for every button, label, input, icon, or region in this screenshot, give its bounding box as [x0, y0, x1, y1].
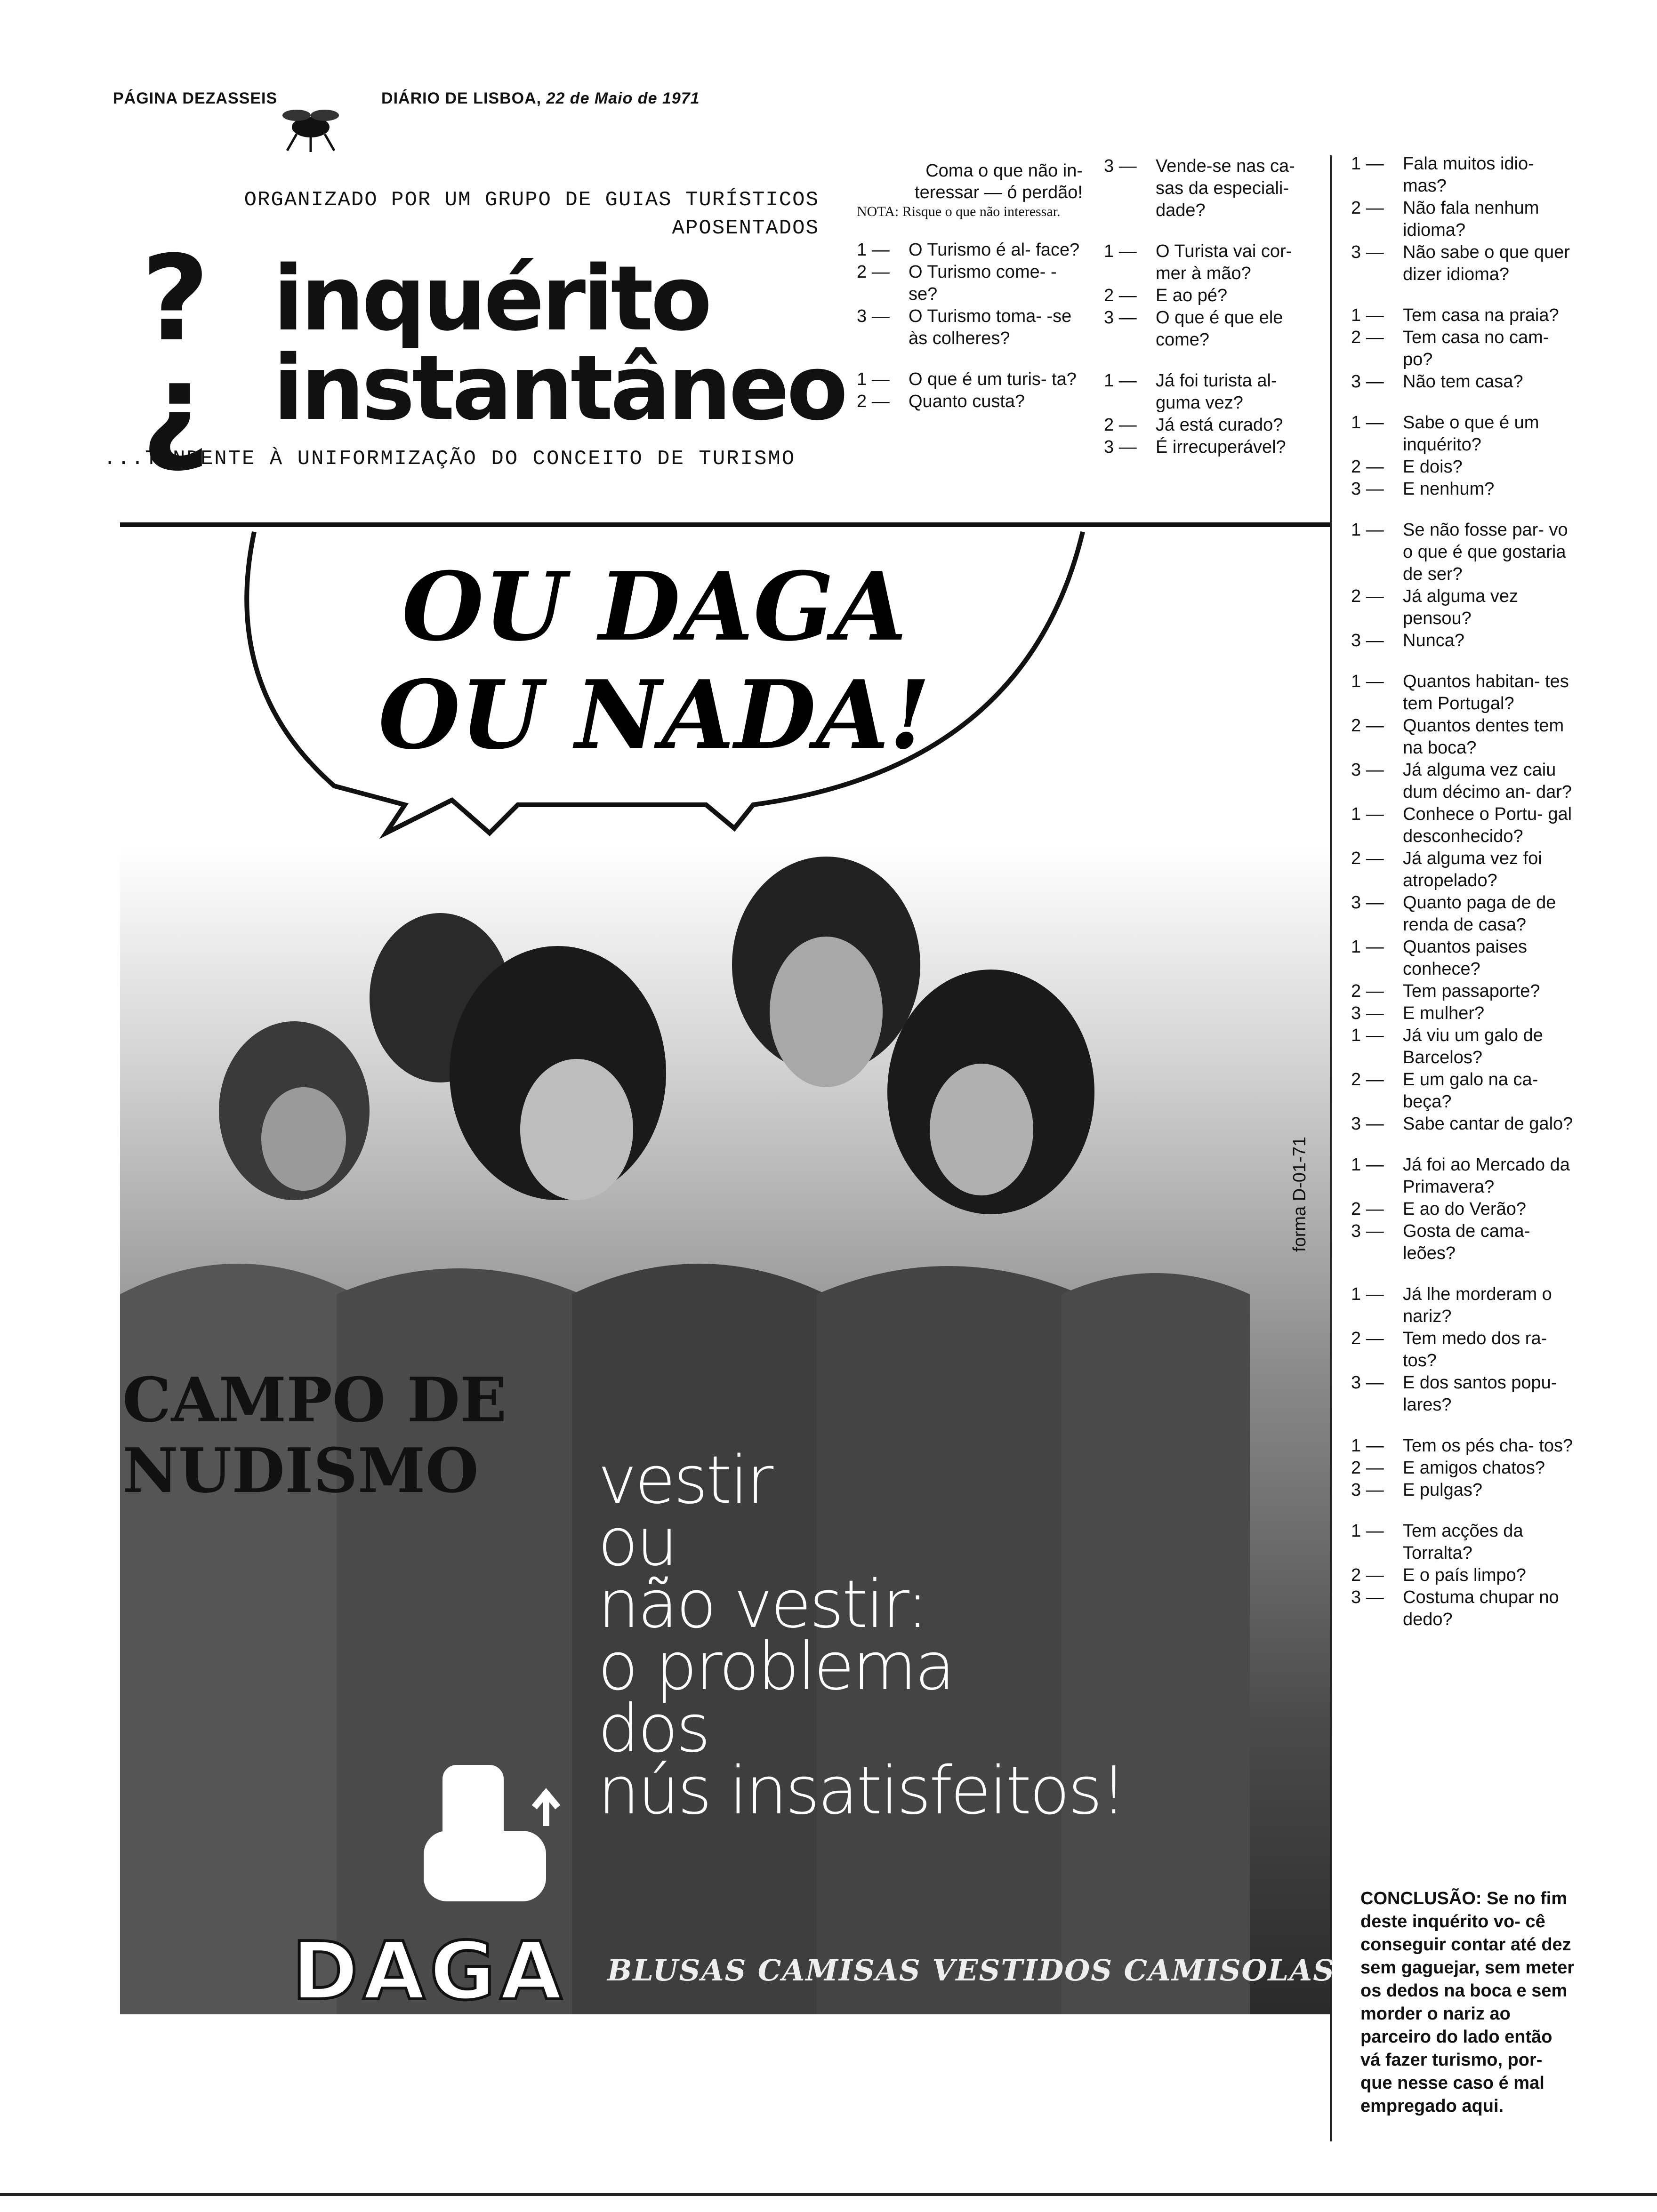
newspaper-name: DIÁRIO DE LISBOA, [381, 89, 542, 107]
page-label: PÁGINA DEZASSEIS [113, 89, 278, 107]
question-number: 1 — [857, 369, 890, 389]
question-text: É irrecuperável? [1156, 437, 1286, 457]
slogan-line: nús insatisfeitos! [598, 1753, 1125, 1829]
question-number: 2 — [1351, 457, 1384, 477]
question-text: Tem medo dos ra- tos? [1403, 1329, 1547, 1370]
question-number: 1 — [1351, 1284, 1384, 1304]
question-text: E dois? [1403, 457, 1463, 477]
organizado-line [221, 186, 819, 242]
question-number: 1 — [1351, 1436, 1384, 1456]
question-item [1351, 1198, 1577, 1220]
headline-line-2: OU NADA! [378, 660, 931, 770]
question-number: 2 — [857, 392, 890, 411]
question-number: 2 — [1351, 1329, 1384, 1348]
question-text: Não sabe o que quer dizer idioma? [1403, 242, 1570, 284]
title-line-2: instantâneo [273, 336, 845, 440]
question-item [1351, 327, 1577, 371]
page-title [273, 247, 845, 440]
question-text: Nunca? [1403, 631, 1464, 650]
question-group [1351, 1283, 1577, 1416]
question-text: E nenhum? [1403, 479, 1495, 499]
question-item [857, 305, 1083, 350]
campo-line-1: CAMPO DE [122, 1364, 507, 1436]
question-text: E amigos chatos? [1403, 1458, 1545, 1478]
question-number: 2 — [1351, 328, 1384, 347]
question-text: Tem passaporte? [1403, 981, 1540, 1001]
subtitle: ...TENDENTE À UNIFORMIZAÇÃO DO CONCEITO DE TURISMO [104, 447, 796, 471]
bottom-rule [0, 2193, 1657, 2196]
campo-sign [122, 1365, 507, 1506]
question-text: Não fala nenhum idioma? [1403, 198, 1539, 240]
question-number: 2 — [1351, 981, 1384, 1001]
question-item [1351, 1520, 1577, 1564]
question-item [1351, 1220, 1577, 1265]
question-item [1351, 759, 1577, 803]
question-group [1351, 1435, 1577, 1501]
question-text: Conhece o Portu- gal desconhecido? [1403, 804, 1572, 846]
question-text: O Turismo come- -se? [909, 262, 1057, 304]
question-number: 1 — [1351, 305, 1384, 325]
question-number: 2 — [1351, 1199, 1384, 1219]
question-number: 2 — [1351, 849, 1384, 868]
question-item [1351, 478, 1577, 500]
question-text: E um galo na ca- beça? [1403, 1070, 1538, 1112]
question-text: Não tem casa? [1403, 372, 1523, 392]
question-number: 1 — [1351, 804, 1384, 824]
question-item [857, 239, 1083, 261]
question-item [1351, 892, 1577, 936]
question-item [1351, 305, 1577, 327]
question-group [1351, 412, 1577, 500]
quiz-column-2 [1104, 155, 1325, 477]
question-item [1351, 630, 1577, 652]
question-group [1351, 153, 1577, 286]
ad-slogan [598, 1442, 1125, 1829]
question-item [1104, 240, 1325, 285]
question-text: Fala muitos idio- mas? [1403, 154, 1534, 196]
question-number: 3 — [1351, 1587, 1384, 1607]
quiz-column-3 [1351, 153, 1577, 1650]
question-item [1104, 436, 1325, 458]
question-group [857, 369, 1083, 413]
question-number: 1 — [1351, 154, 1384, 174]
ad-headline [301, 553, 1007, 769]
question-text: Quanto custa? [909, 392, 1025, 411]
product-list: BLUSAS CAMISAS VESTIDOS CAMISOLAS [607, 1953, 1335, 1988]
quiz-nota: NOTA: Risque o que não interessar. [857, 204, 1061, 219]
question-item [857, 369, 1083, 391]
question-number: 1 — [1351, 413, 1384, 433]
question-number: 1 — [1351, 520, 1384, 540]
issue-date: 22 de Maio de 1971 [546, 89, 700, 107]
question-text: Quanto paga de de renda de casa? [1403, 893, 1556, 935]
question-number: 3 — [1351, 479, 1384, 499]
question-number: 1 — [1351, 1026, 1384, 1045]
question-text: Tem acções da Torralta? [1403, 1521, 1523, 1563]
question-text: Tem casa na praia? [1403, 305, 1559, 325]
question-text: E pulgas? [1403, 1480, 1483, 1500]
question-text: O que é um turis- ta? [909, 369, 1077, 389]
quiz-intro-2: teressar — ó perdão! [915, 183, 1083, 202]
question-text: Vende-se nas ca- sas da especiali- dade? [1156, 156, 1295, 220]
question-number: 3 — [1104, 437, 1137, 457]
question-text: Gosta de cama- leões? [1403, 1221, 1530, 1263]
question-group [1351, 1154, 1577, 1265]
question-text: Tem casa no cam- po? [1403, 328, 1549, 369]
question-number: 2 — [1104, 415, 1137, 435]
question-item [1351, 1587, 1577, 1631]
page-header [113, 89, 700, 108]
question-item [1351, 1435, 1577, 1457]
question-text: Costuma chupar no dedo? [1403, 1587, 1559, 1629]
question-list-3 [1351, 153, 1577, 1631]
fly-icon [278, 101, 344, 153]
question-item [1351, 371, 1577, 393]
question-text: Se não fosse par- vo o que é que gostaria de ser? [1403, 520, 1568, 584]
question-number: 2 — [1351, 716, 1384, 736]
question-number: 2 — [1104, 286, 1137, 305]
question-item [1351, 803, 1577, 848]
question-item [1104, 307, 1325, 351]
question-number: 1 — [1351, 1155, 1384, 1175]
slogan-line: não vestir: [598, 1566, 927, 1643]
question-group [1351, 519, 1577, 652]
question-item [1351, 519, 1577, 585]
question-group [1104, 240, 1325, 351]
question-item [857, 391, 1083, 413]
question-text: O Turismo toma- -se às colheres? [909, 306, 1072, 348]
question-number: 3 — [857, 306, 890, 326]
forma-code: forma D-01-71 [1290, 1137, 1310, 1252]
question-item [1351, 1113, 1577, 1135]
question-text: E o país limpo? [1403, 1565, 1526, 1585]
question-item [1351, 1328, 1577, 1372]
question-number: 3 — [1104, 156, 1137, 176]
quiz-column-1 [857, 160, 1083, 432]
question-text: Quantos habitan- tes tem Portugal? [1403, 672, 1569, 713]
daga-logo-icon [414, 1755, 570, 1906]
question-number: 3 — [1351, 242, 1384, 262]
campo-line-2: NUDISMO [122, 1435, 479, 1507]
question-text: Já foi turista al- guma vez? [1156, 371, 1277, 413]
question-text: O que é que ele come? [1156, 308, 1283, 350]
question-number: 2 — [1351, 1458, 1384, 1478]
question-number: 3 — [1104, 308, 1137, 328]
question-number: 1 — [1351, 937, 1384, 957]
question-item [1351, 715, 1577, 759]
question-text: Já viu um galo de Barcelos? [1403, 1026, 1543, 1067]
slogan-line: vestir [598, 1442, 772, 1519]
question-text: Sabe cantar de galo? [1403, 1114, 1573, 1134]
question-text: O Turista vai cor- mer à mão? [1156, 241, 1292, 283]
question-item [1351, 197, 1577, 241]
question-text: E ao do Verão? [1403, 1199, 1526, 1219]
question-group [1351, 671, 1577, 1135]
brand-logo: DAGA [292, 1925, 567, 2018]
question-group [1351, 1520, 1577, 1631]
question-number: 3 — [1351, 1373, 1384, 1393]
question-number: 1 — [1104, 241, 1137, 261]
slogan-line: dos [598, 1691, 709, 1767]
question-text: Já alguma vez caiu dum décimo an- dar? [1403, 760, 1572, 802]
question-item [1351, 241, 1577, 286]
question-text: E mulher? [1403, 1003, 1485, 1023]
question-item [1351, 585, 1577, 630]
question-text: Tem os pés cha- tos? [1403, 1436, 1573, 1456]
question-text: Já lhe morderam o nariz? [1403, 1284, 1552, 1326]
question-number: 3 — [1351, 1114, 1384, 1134]
question-number: 1 — [1104, 371, 1137, 391]
question-number: 2 — [1351, 1565, 1384, 1585]
question-item [1351, 1154, 1577, 1198]
question-item [1351, 980, 1577, 1002]
question-text: O Turismo é al- face? [909, 240, 1080, 260]
question-number: 2 — [1351, 1070, 1384, 1090]
organizado-text-2: APOSENTADOS [672, 216, 819, 240]
question-item [1351, 1283, 1577, 1328]
question-text: E dos santos popu- lares? [1403, 1373, 1557, 1415]
question-number: 3 — [1351, 1221, 1384, 1241]
question-number: 3 — [1351, 893, 1384, 913]
column-divider [1330, 155, 1332, 2141]
question-item [1351, 936, 1577, 980]
question-number: 3 — [1351, 760, 1384, 780]
question-group [1104, 155, 1325, 222]
question-text: E ao pé? [1156, 286, 1228, 305]
question-item [1351, 1025, 1577, 1069]
question-item [1351, 1457, 1577, 1479]
question-marks-icon: ? ¿ [141, 230, 210, 475]
question-item [1104, 155, 1325, 222]
question-text: Já alguma vez pensou? [1403, 586, 1519, 628]
question-text: Quantos paises conhece? [1403, 937, 1528, 979]
slogan-line: o problema [598, 1628, 954, 1705]
question-item [1351, 153, 1577, 197]
question-item [1351, 1069, 1577, 1113]
question-group [1104, 370, 1325, 458]
headline-line-1: OU DAGA [402, 552, 907, 662]
question-group [1351, 305, 1577, 393]
question-list-2 [1104, 155, 1325, 458]
question-item [1351, 671, 1577, 715]
question-item [1351, 1564, 1577, 1587]
question-number: 1 — [857, 240, 890, 260]
question-number: 3 — [1351, 631, 1384, 650]
quiz-intro-1: Coma o que não in- [925, 161, 1083, 181]
question-number: 3 — [1351, 1003, 1384, 1023]
question-number: 2 — [1351, 198, 1384, 218]
question-item [1351, 456, 1577, 478]
conclusion: CONCLUSÃO: Se no fim deste inquérito vo- cê conseguir contar até dez sem gaguejar, sem meter os dedos na boca e sem morder o nariz ao parceiro do lado então vá fazer turismo, por- que nesse caso é mal empregado aqui. [1360, 1889, 1575, 2116]
question-group [857, 239, 1083, 350]
question-item [1104, 414, 1325, 436]
question-item [1351, 1479, 1577, 1501]
title-line-1: inquérito [273, 247, 709, 351]
question-number: 1 — [1351, 672, 1384, 691]
question-list-1 [857, 239, 1083, 413]
question-text: Quantos dentes tem na boca? [1403, 716, 1564, 758]
question-number: 3 — [1351, 372, 1384, 392]
question-item [1351, 1002, 1577, 1025]
question-item [1351, 1372, 1577, 1416]
slogan-line: ou [598, 1504, 676, 1581]
question-item [1351, 848, 1577, 892]
question-text: Já está curado? [1156, 415, 1283, 435]
question-text: Já foi ao Mercado da Primavera? [1403, 1155, 1570, 1197]
organizado-text: ORGANIZADO POR UM GRUPO DE GUIAS TURÍSTICOS [244, 188, 819, 212]
question-item [857, 261, 1083, 305]
question-number: 2 — [857, 262, 890, 282]
question-text: Já alguma vez foi atropelado? [1403, 849, 1542, 890]
question-item [1351, 412, 1577, 456]
question-item [1104, 370, 1325, 414]
question-item [1104, 285, 1325, 307]
question-number: 1 — [1351, 1521, 1384, 1541]
question-number: 2 — [1351, 586, 1384, 606]
question-number: 3 — [1351, 1480, 1384, 1500]
question-text: Sabe o que é um inquérito? [1403, 413, 1539, 455]
